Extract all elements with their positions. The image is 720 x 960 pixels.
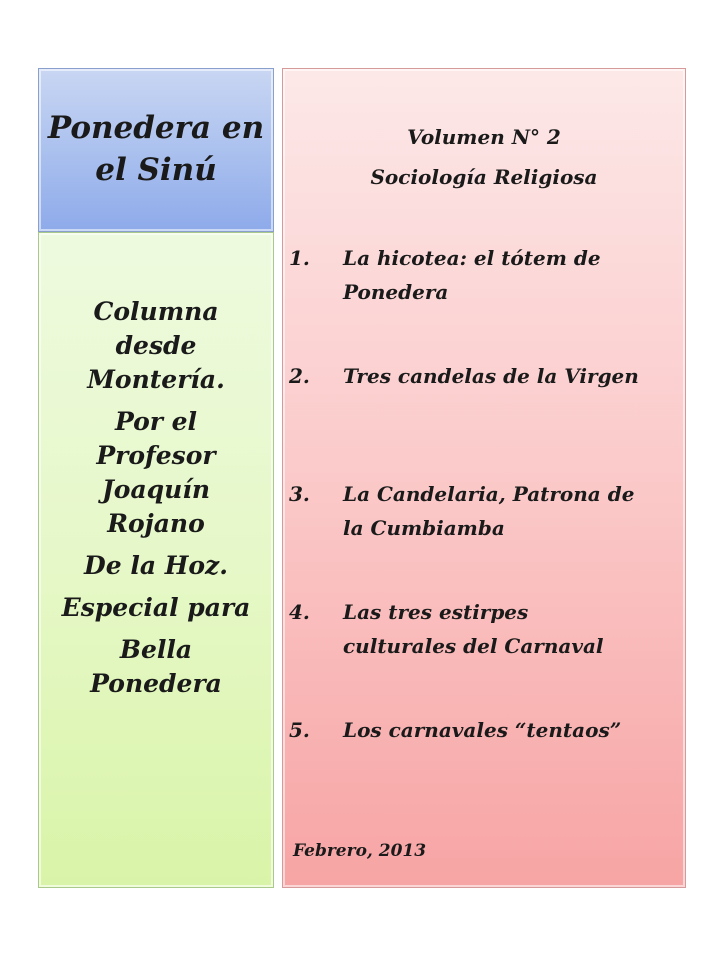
volume-heading: Volumen N° 2 [407, 125, 561, 149]
list-item-text: Tres candelas de la Virgen [343, 364, 639, 388]
author-line: Profesor [96, 441, 216, 470]
list-item-number: 3. [289, 482, 310, 506]
list-item [283, 241, 685, 309]
author-line: De la Hoz. [84, 551, 228, 580]
author-line: Joaquín [101, 475, 211, 504]
author-line: Columna [93, 297, 219, 326]
list-item-text: La hicotea: el tótem de Ponedera [343, 246, 601, 304]
list-item-number: 1. [289, 246, 310, 270]
list-item-number: 5. [289, 718, 310, 742]
list-item [283, 713, 685, 747]
list-item [283, 595, 685, 663]
list-item-text: La Candelaria, Patrona de la Cumbiamba [343, 482, 635, 540]
list-item [283, 477, 685, 545]
author-line: Por el [114, 407, 198, 436]
author-column [38, 232, 274, 888]
list-item-number: 2. [289, 364, 310, 388]
contents-panel [282, 68, 686, 888]
author-line: Bella [119, 635, 193, 664]
author-line: Ponedera [90, 669, 222, 698]
title-box [38, 68, 274, 232]
list-item [283, 359, 685, 393]
publication-date: Febrero, 2013 [293, 841, 427, 861]
author-line: Rojano [107, 509, 205, 538]
author-line: Especial para [61, 593, 251, 622]
list-item-number: 4. [289, 600, 310, 624]
list-item-text: Los carnavales “tentaos” [343, 718, 622, 742]
subject-heading: Sociología Religiosa [370, 165, 598, 189]
list-item-text: Las tres estirpes culturales del Carnaval [343, 600, 604, 658]
author-line: Montería. [87, 365, 225, 394]
document-title: Ponedera en el Sinú [47, 110, 265, 188]
author-line: desde [115, 331, 197, 360]
